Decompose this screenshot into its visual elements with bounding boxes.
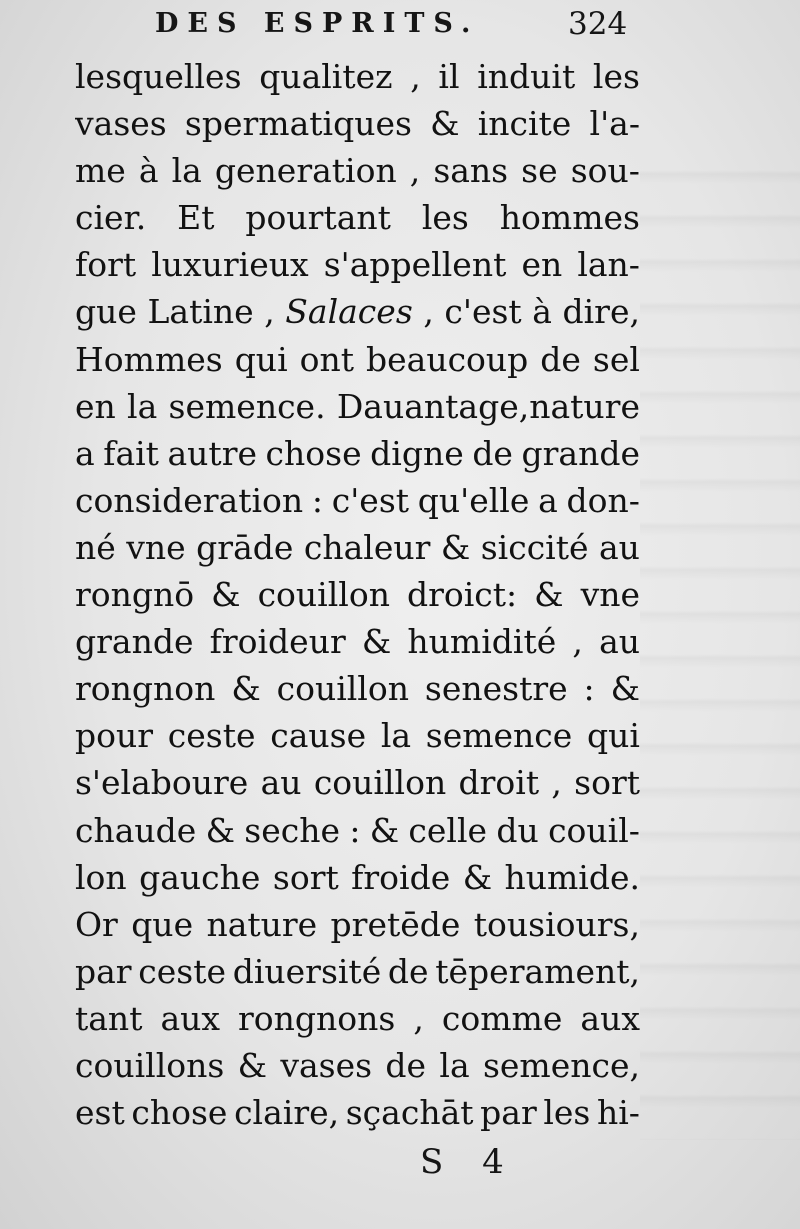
word: s'appellent	[323, 245, 507, 285]
text-line	[75, 712, 640, 759]
word: claire,	[234, 1093, 340, 1133]
word: rongnō	[75, 575, 195, 615]
word: beaucoup	[365, 339, 529, 379]
word: vne	[126, 527, 186, 567]
word: au	[599, 622, 640, 662]
word: grande	[75, 622, 194, 662]
word: spermatiques	[184, 104, 412, 144]
word: ont	[299, 339, 354, 379]
text-line	[75, 854, 640, 901]
word: senestre	[424, 669, 568, 709]
word: dire,	[562, 292, 640, 332]
word: froide	[351, 857, 451, 897]
word: siccité	[480, 527, 589, 567]
word: la	[380, 716, 412, 756]
word: couillon	[313, 763, 447, 803]
word: induit	[477, 57, 576, 96]
word: lan-	[577, 245, 640, 285]
word: cier.	[75, 198, 147, 238]
word: par	[480, 1093, 537, 1133]
word: droit	[458, 763, 540, 803]
word: me	[75, 151, 126, 191]
word: tant	[75, 998, 143, 1038]
word: vne	[580, 575, 640, 615]
word: est	[75, 1093, 125, 1133]
word: sel	[592, 339, 640, 379]
text-line	[75, 100, 640, 147]
text-line	[75, 1042, 640, 1089]
word: de	[472, 433, 513, 473]
word: droict:	[406, 575, 518, 615]
text-line	[75, 1089, 640, 1136]
word: Et	[177, 198, 215, 238]
word: semence	[425, 716, 573, 756]
word: froideur	[209, 622, 346, 662]
word: grande	[521, 433, 640, 473]
word: ,	[551, 763, 562, 803]
word: que	[131, 904, 194, 944]
word: sort	[272, 857, 339, 897]
word: lon	[75, 857, 127, 897]
word: Hommes	[75, 339, 223, 379]
word: qui	[587, 716, 640, 756]
word: en	[521, 245, 563, 285]
word: ,	[264, 292, 275, 332]
word: humide.	[504, 857, 640, 897]
signature-mark: S 4	[420, 1142, 518, 1182]
word: les	[592, 57, 640, 96]
word: couil-	[548, 810, 640, 850]
text-line	[75, 901, 640, 948]
word: ,	[423, 292, 434, 332]
word: nature	[206, 904, 318, 944]
word: ,	[572, 622, 583, 662]
text-line	[75, 194, 640, 241]
word: Dauantage,nature	[336, 386, 640, 426]
word: sou-	[570, 151, 640, 191]
word: ceste	[167, 716, 256, 756]
word: ,	[409, 151, 421, 191]
word: qui	[234, 339, 288, 379]
word: &	[369, 810, 400, 850]
word: chaleur	[303, 527, 431, 567]
text-line	[75, 430, 640, 477]
word: de	[385, 1045, 427, 1085]
text-line	[75, 288, 640, 335]
word: en	[75, 386, 116, 426]
word: grāde	[196, 527, 294, 567]
word: seche	[244, 810, 341, 850]
word: &	[211, 575, 241, 615]
running-head: DES ESPRITS.	[155, 8, 480, 39]
word: chose	[265, 433, 362, 473]
word: sort	[574, 763, 640, 803]
word: &	[534, 575, 564, 615]
body-text	[75, 53, 640, 1136]
word: generation	[214, 151, 397, 191]
word: de	[540, 339, 581, 379]
word: cause	[270, 716, 367, 756]
text-line	[75, 807, 640, 854]
word: comme	[441, 998, 563, 1038]
word: &	[430, 104, 460, 144]
word: &	[237, 1045, 268, 1085]
word: gauche	[139, 857, 261, 897]
word: les	[543, 1093, 591, 1133]
word: &	[361, 622, 392, 662]
word: c'est	[444, 292, 522, 332]
word: Or	[75, 904, 118, 944]
text-line	[75, 383, 640, 430]
word: tēperament,	[435, 951, 640, 991]
word: :	[583, 669, 595, 709]
word: &	[440, 527, 471, 567]
word: hi-	[597, 1093, 640, 1133]
word: il	[438, 57, 460, 96]
word: &	[610, 669, 640, 709]
word: ,	[410, 57, 421, 96]
word: aux	[160, 998, 221, 1038]
word: &	[462, 857, 493, 897]
word: luxurieux	[151, 245, 309, 285]
text-line	[75, 571, 640, 618]
text-line	[75, 948, 640, 995]
word: pour	[75, 716, 154, 756]
word: &	[231, 669, 261, 709]
word: la	[439, 1045, 470, 1085]
word: :	[349, 810, 361, 850]
word: digne	[370, 433, 464, 473]
word: qu'elle	[417, 480, 530, 520]
word: :	[311, 480, 323, 520]
word: incite	[477, 104, 572, 144]
word: au	[599, 527, 640, 567]
text-line	[75, 241, 640, 288]
word: couillon	[257, 575, 390, 615]
word: autre	[167, 433, 257, 473]
word: don-	[566, 480, 640, 520]
word: consideration	[75, 480, 304, 520]
word: couillon	[276, 669, 409, 709]
word: sans	[433, 151, 509, 191]
word: gue	[75, 292, 137, 332]
word: du	[496, 810, 539, 850]
word: par	[75, 951, 132, 991]
word: au	[260, 763, 302, 803]
word: c'est	[331, 480, 410, 520]
word: sçachāt	[345, 1093, 474, 1133]
word: chose	[131, 1093, 228, 1133]
text-line	[75, 477, 640, 524]
word: semence.	[168, 386, 326, 426]
word: rongnon	[75, 669, 216, 709]
word: à	[138, 151, 159, 191]
show-through-shadow	[640, 140, 800, 1140]
word: diuersité	[232, 951, 382, 991]
word: a	[538, 480, 558, 520]
word: celle	[408, 810, 488, 850]
word: né	[75, 527, 116, 567]
word: ,	[413, 998, 424, 1038]
text-line	[75, 147, 640, 194]
word: lesquelles	[75, 57, 242, 96]
word: pourtant	[245, 198, 391, 238]
word: de	[387, 951, 429, 991]
word: les	[421, 198, 469, 238]
text-line	[75, 665, 640, 712]
text-line	[75, 759, 640, 806]
word: &	[205, 810, 235, 850]
word: a	[75, 433, 95, 473]
page-header	[155, 6, 655, 50]
word: chaude	[75, 810, 197, 850]
word: la	[171, 151, 202, 191]
word: vases	[75, 104, 167, 144]
page-number: 324	[568, 6, 628, 42]
word: tousiours,	[473, 904, 640, 944]
word: s'elaboure	[75, 763, 249, 803]
text-line	[75, 336, 640, 383]
word: ceste	[138, 951, 227, 991]
word: rongnons	[238, 998, 396, 1038]
word: la	[127, 386, 158, 426]
word: qualitez	[259, 57, 393, 96]
text-line	[75, 618, 640, 665]
word: à	[532, 292, 552, 332]
word: se	[521, 151, 558, 191]
word: vases	[280, 1045, 373, 1085]
word: l'a-	[589, 104, 640, 144]
word: hommes	[499, 198, 640, 238]
text-line	[75, 995, 640, 1042]
word: fait	[103, 433, 159, 473]
word: pretēde	[330, 904, 461, 944]
word: semence,	[482, 1045, 640, 1085]
text-line	[75, 524, 640, 571]
word: couillons	[75, 1045, 225, 1085]
word: Salaces	[285, 292, 413, 332]
text-line	[75, 53, 640, 100]
word: Latine	[147, 292, 254, 332]
word: humidité	[407, 622, 557, 662]
word: fort	[75, 245, 137, 285]
word: aux	[580, 998, 640, 1038]
